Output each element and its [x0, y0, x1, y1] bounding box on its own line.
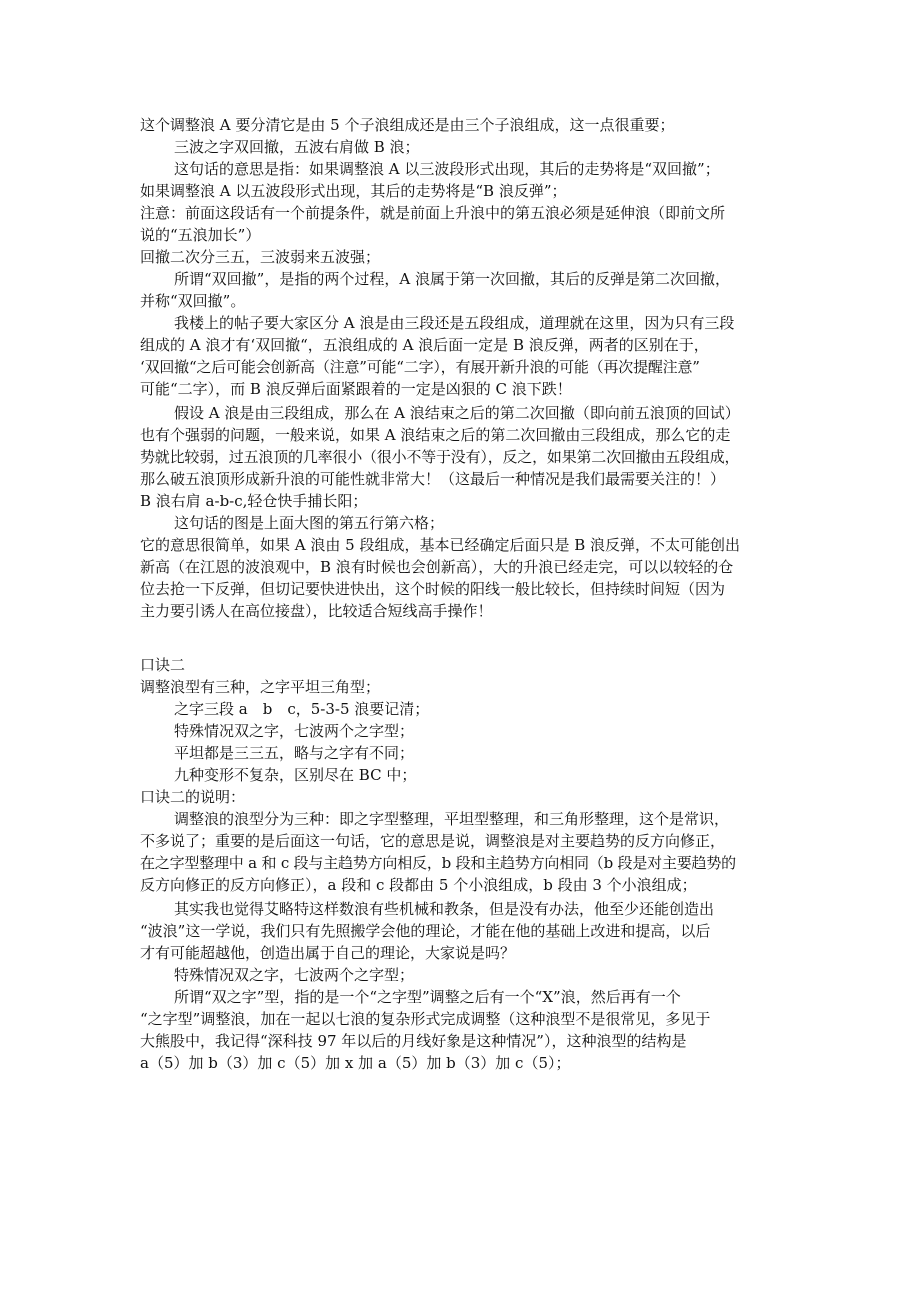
- text-line: 所谓“双回撤”，是指的两个过程，A 浪属于第一次回撤，其后的反弹是第二次回撤，: [174, 270, 730, 288]
- text-line: 那么破五浪顶形成新升浪的可能性就非常大！（这最后一种情况是我们最需要关注的！）: [140, 470, 726, 488]
- text-line: 才有可能超越他，创造出属于自己的理论，大家说是吗？: [140, 944, 516, 962]
- text-line: 也有个强弱的问题，一般来说，如果 A 浪结束之后的第二次回撤由三段组成，那么它的走: [140, 426, 731, 444]
- text-line: “波浪”这一学说，我们只有先照搬学会他的理论，才能在他的基础上改进和提高，以后: [140, 922, 711, 940]
- text-line: 大熊股中，我记得“深科技 97 年以后的月线好象是这种情况”），这种浪型的结构是: [140, 1032, 687, 1050]
- verse-line: 平坦都是三三五，略与之字有不同；: [174, 744, 415, 762]
- text-line: 新高（在江恩的波浪观中，B 浪有时候也会创新高），大的升浪已经走完，可以以较轻的仓: [140, 558, 734, 576]
- text-line: 这句话的图是上面大图的第五行第六格；: [174, 514, 445, 532]
- text-line: 它的意思很简单，如果 A 浪由 5 段组成，基本已经确定后面只是 B 浪反弹，不太可能创出: [140, 536, 741, 554]
- verse-line: 之字三段 a b c，5-3-5 浪要记清；: [174, 700, 430, 718]
- verse-line: 特殊情况双之字，七波两个之字型；: [174, 966, 415, 984]
- text-line: 在之字型整理中 a 和 c 段与主趋势方向相反，b 段和主趋势方向相同（b 段是对主要趋势的: [140, 854, 736, 872]
- text-line: 其实我也觉得艾略特这样数浪有些机械和教条，但是没有办法，他至少还能创造出: [174, 900, 715, 918]
- verse-line: 三波之字双回撤，五波右肩做 B 浪；: [174, 138, 420, 156]
- text-line: 势就比较弱，过五浪顶的几率很小（很小不等于没有），反之，如果第二次回撤由五段组成，: [140, 448, 740, 466]
- text-line: 调整浪的浪型分为三种：即之字型整理，平坦型整理，和三角形整理，这个是常识，: [174, 810, 730, 828]
- note-line: 说的“五浪加长”）: [140, 226, 261, 244]
- note-line: 注意：前面这段话有一个前提条件，就是前面上升浪中的第五浪必须是延伸浪（即前文所: [140, 204, 726, 222]
- text-line: 反方向修正的反方向修正），a 段和 c 段都由 5 个小浪组成，b 段由 3 个小浪组成；: [140, 876, 697, 894]
- text-line: 我楼上的帖子要大家区分 A 浪是由三段还是五段组成，道理就在这里，因为只有三段: [174, 314, 735, 332]
- section-subheading: 口诀二的说明：: [140, 788, 246, 806]
- verse-line: 特殊情况双之字，七波两个之字型；: [174, 722, 415, 740]
- verse-line: 调整浪型有三种，之字平坦三角型；: [140, 678, 381, 696]
- text-line: 所谓“双之字”型，指的是一个“之字型”调整之后有一个“X”浪，然后再有一个: [174, 988, 681, 1006]
- text-line: 可能“二字），而 B 浪反弹后面紧跟着的一定是凶狠的 C 浪下跌！: [140, 380, 572, 398]
- text-line: 假设 A 浪是由三段组成，那么在 A 浪结束之后的第二次回撤（即向前五浪顶的回试）: [174, 404, 740, 422]
- text-line: 这个调整浪 A 要分清它是由 5 个子浪组成还是由三个子浪组成，这一点很重要；: [140, 116, 675, 134]
- text-line: 如果调整浪 A 以五波段形式出现，其后的走势将是“B 浪反弹”；: [140, 182, 567, 200]
- text-line: “之字型”调整浪，加在一起以七浪的复杂形式完成调整（这种浪型不是很常见，多见于: [140, 1010, 711, 1028]
- verse-line: B 浪右肩 a-b-c,轻仓快手捕长阳；: [140, 492, 368, 510]
- text-line: 这句话的意思是指：如果调整浪 A 以三波段形式出现，其后的走势将是“双回撤”；: [174, 160, 720, 178]
- text-line: a（5）加 b（3）加 c（5）加 x 加 a（5）加 b（3）加 c（5）；: [140, 1054, 571, 1072]
- text-line: 并称“双回撤”。: [140, 292, 246, 310]
- text-line: 组成的 A 浪才有‘双回撤“，五浪组成的 A 浪后面一定是 B 浪反弹，两者的区别在于，: [140, 336, 709, 354]
- text-line: 不多说了；重要的是后面这一句话，它的意思是说，调整浪是对主要趋势的反方向修正，: [140, 832, 726, 850]
- text-line: ‘双回撤“之后可能会创新高（注意”可能“二字），有展开新升浪的可能（再次提醒注意”: [140, 358, 700, 376]
- section-heading: 口诀二: [140, 656, 186, 674]
- text-line: 位去抢一下反弹，但切记要快进快出，这个时候的阳线一般比较长，但持续时间短（因为: [140, 580, 726, 598]
- verse-line: 回撤二次分三五，三波弱来五波强；: [140, 248, 381, 266]
- verse-line: 九种变形不复杂，区别尽在 BC 中；: [174, 766, 417, 784]
- text-line: 主力要引诱人在高位接盘），比较适合短线高手操作！: [140, 602, 493, 620]
